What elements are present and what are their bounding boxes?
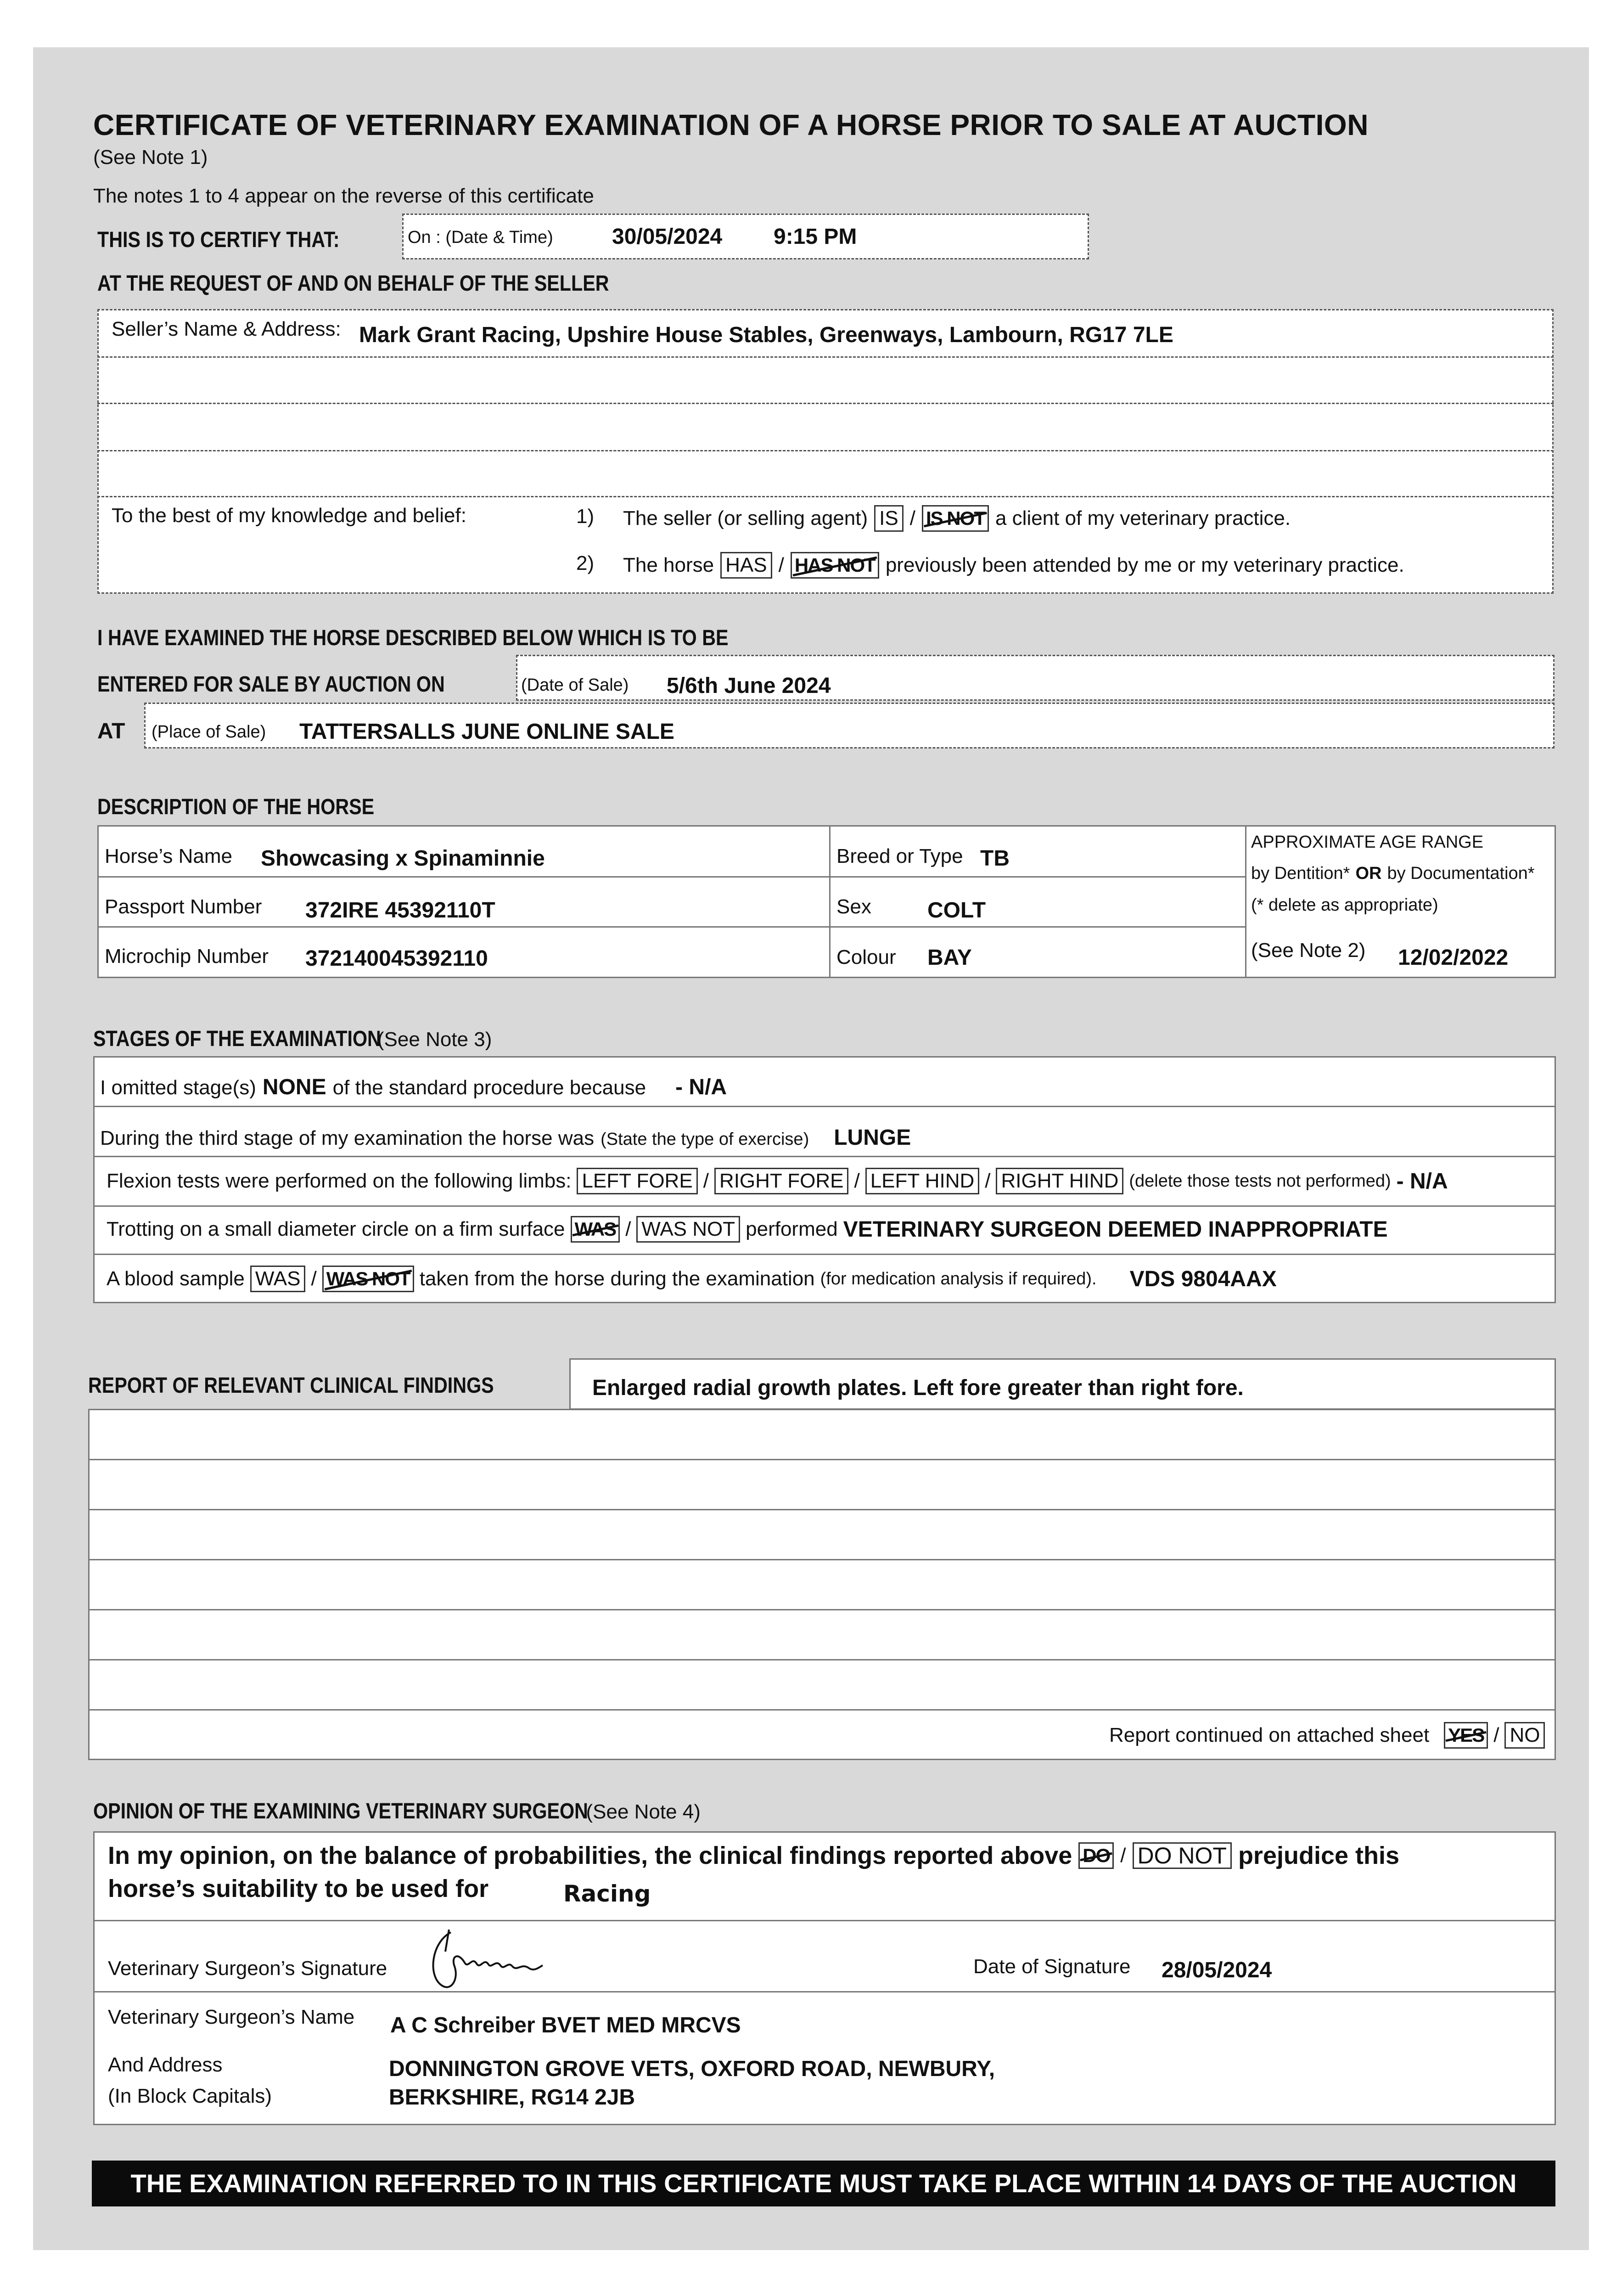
stages-see-note: (See Note 3)	[377, 1028, 492, 1051]
limb-left-hind[interactable]: LEFT HIND	[865, 1168, 980, 1194]
stage-omitted-row	[100, 1075, 727, 1100]
continued-label: Report continued on attached sheet	[1109, 1724, 1430, 1746]
stage-blood-row	[107, 1266, 1277, 1292]
flexion-sep-2: /	[854, 1170, 860, 1192]
third-stage-note: (State the type of exercise)	[601, 1130, 809, 1149]
blood-note: (for medication analysis if required).	[820, 1269, 1097, 1289]
flexion-label: Flexion tests were performed on the following limbs:	[107, 1170, 572, 1192]
stage-third-row	[100, 1125, 911, 1150]
see-note-1: (See Note 1)	[93, 146, 208, 169]
passport-label: Passport Number	[105, 895, 262, 918]
block-caps-label: (In Block Capitals)	[108, 2085, 272, 2107]
third-stage-label: During the third stage of my examination the horse was	[100, 1127, 595, 1149]
at-label: AT	[97, 719, 125, 743]
option-has[interactable]: HAS	[720, 552, 772, 579]
option-has-not[interactable]: HAS NOT	[791, 552, 879, 579]
blood-option-was-not[interactable]: WAS NOT	[322, 1266, 414, 1292]
omitted-value[interactable]: NONE	[262, 1075, 326, 1099]
opinion-text-pre: In my opinion, on the balance of probabilities, the clinical findings reported above	[108, 1842, 1072, 1869]
belief-item2-post: previously been attended by me or my veterinary practice.	[885, 554, 1404, 576]
exam-date: 30/05/2024	[612, 225, 723, 249]
vet-address-line2[interactable]: BERKSHIRE, RG14 2JB	[389, 2085, 635, 2110]
limb-right-hind[interactable]: RIGHT HIND	[996, 1168, 1123, 1194]
sale-place-value: TATTERSALLS JUNE ONLINE SALE	[299, 720, 674, 744]
signature-image[interactable]	[422, 1924, 546, 1993]
colour-label: Colour	[836, 946, 896, 968]
stage-flexion-row	[107, 1168, 1448, 1194]
age-title: APPROXIMATE AGE RANGE	[1251, 833, 1484, 852]
notes-text: The notes 1 to 4 appear on the reverse of this certificate	[93, 185, 594, 207]
trot-value[interactable]: VETERINARY SURGEON DEEMED INAPPROPRIATE	[843, 1217, 1388, 1242]
report-lines[interactable]	[88, 1409, 1556, 1760]
breed-value[interactable]: TB	[980, 846, 1010, 871]
opinion-header	[93, 1799, 701, 1824]
breed-label: Breed or Type	[836, 845, 963, 867]
sex-label: Sex	[836, 895, 871, 918]
flexion-note: (delete those tests not performed)	[1129, 1171, 1391, 1191]
omitted-reason[interactable]: - N/A	[675, 1075, 727, 1099]
signature-label: Veterinary Surgeon’s Signature	[108, 1957, 387, 1980]
date-time-label: On : (Date & Time)	[408, 228, 553, 247]
report-continued	[1109, 1722, 1545, 1749]
belief-item2	[623, 552, 1404, 579]
stages-section-title: STAGES OF THE EXAMINATION	[93, 1027, 381, 1051]
trot-option-was[interactable]: WAS	[571, 1216, 620, 1243]
certify-label: THIS IS TO CERTIFY THAT:	[97, 228, 340, 252]
option-is[interactable]: IS	[874, 505, 904, 532]
age-method	[1251, 864, 1535, 884]
vet-address-label: And Address	[108, 2054, 223, 2076]
exam-time: 9:15 PM	[774, 225, 857, 249]
age-or: OR	[1355, 864, 1382, 883]
continued-yes[interactable]: YES	[1444, 1722, 1488, 1749]
footer-banner: THE EXAMINATION REFERRED TO IN THIS CERTIFICATE MUST TAKE PLACE WITHIN 14 DAYS OF THE AUCTION	[92, 2161, 1555, 2206]
sale-date-label: (Date of Sale)	[521, 675, 629, 695]
belief-label: To the best of my knowledge and belief:	[112, 504, 466, 527]
opinion-use-value[interactable]: Racing	[563, 1880, 651, 1907]
belief-item1-pre: The seller (or selling agent)	[623, 507, 868, 529]
blood-value[interactable]: VDS 9804AAX	[1129, 1266, 1277, 1291]
age-value[interactable]: 12/02/2022	[1398, 945, 1509, 970]
stages-header	[93, 1026, 492, 1052]
passport-value[interactable]: 372IRE 45392110T	[305, 898, 495, 923]
vet-address-line1[interactable]: DONNINGTON GROVE VETS, OXFORD ROAD, NEWBURY,	[389, 2057, 995, 2081]
sale-date-value: 5/6th June 2024	[667, 674, 831, 698]
opinion-option-do[interactable]: DO	[1078, 1842, 1114, 1869]
date-sig-label: Date of Signature	[973, 1955, 1131, 1978]
third-stage-value[interactable]: LUNGE	[834, 1125, 911, 1150]
age-see-note: (See Note 2)	[1251, 939, 1366, 962]
continued-sep: /	[1493, 1724, 1499, 1746]
blood-post: taken from the horse during the examination	[419, 1267, 815, 1290]
trot-post: performed	[746, 1218, 838, 1240]
omitted-pre: I omitted stage(s)	[100, 1076, 256, 1099]
blood-pre: A blood sample	[107, 1267, 245, 1290]
trot-sep: /	[625, 1218, 631, 1240]
omitted-mid: of the standard procedure because	[332, 1076, 646, 1099]
flexion-value[interactable]: - N/A	[1396, 1169, 1448, 1193]
belief-item1-sep: /	[909, 507, 915, 529]
seller-box	[97, 309, 1554, 594]
report-section-title: REPORT OF RELEVANT CLINICAL FINDINGS	[88, 1373, 494, 1398]
continued-no[interactable]: NO	[1504, 1722, 1545, 1749]
flexion-sep-1: /	[703, 1170, 709, 1192]
belief-item1-post: a client of my veterinary practice.	[995, 507, 1291, 529]
sex-value[interactable]: COLT	[927, 898, 986, 923]
age-delete-note: (* delete as appropriate)	[1251, 895, 1438, 915]
examined-label: I HAVE EXAMINED THE HORSE DESCRIBED BELOW WHICH IS TO BE	[97, 626, 729, 650]
opinion-see-note: (See Note 4)	[586, 1801, 701, 1823]
opinion-text-post: prejudice this	[1238, 1842, 1400, 1869]
horse-section-title: DESCRIPTION OF THE HORSE	[97, 795, 375, 819]
report-finding: Enlarged radial growth plates. Left fore greater than right fore.	[592, 1376, 1244, 1400]
age-documentation[interactable]: by Documentation*	[1387, 864, 1535, 883]
vet-name-label: Veterinary Surgeon’s Name	[108, 2006, 355, 2028]
belief-item2-num: 2)	[576, 552, 595, 574]
limb-right-fore[interactable]: RIGHT FORE	[714, 1168, 849, 1194]
belief-item2-sep: /	[778, 554, 784, 576]
opinion-line2: horse’s suitability to be used for	[108, 1875, 489, 1902]
date-sig-value[interactable]: 28/05/2024	[1162, 1958, 1272, 1982]
stage-trot-row	[107, 1216, 1388, 1243]
request-label: AT THE REQUEST OF AND ON BEHALF OF THE SELLER	[97, 271, 609, 296]
blood-sep: /	[311, 1267, 317, 1290]
certificate-title: CERTIFICATE OF VETERINARY EXAMINATION OF A HORSE PRIOR TO SALE AT AUCTION	[93, 108, 1369, 141]
seller-value[interactable]: Mark Grant Racing, Upshire House Stables, Greenways, Lambourn, RG17 7LE	[359, 323, 1173, 347]
belief-item2-pre: The horse	[623, 554, 714, 576]
opinion-section-title: OPINION OF THE EXAMINING VETERINARY SURGEON	[93, 1799, 588, 1823]
age-dentition[interactable]: by Dentition*	[1251, 864, 1350, 883]
opinion-option-do-not[interactable]: DO NOT	[1133, 1842, 1232, 1869]
microchip-value[interactable]: 372140045392110	[305, 946, 488, 971]
opinion-sep: /	[1120, 1844, 1126, 1867]
horse-name-value[interactable]: Showcasing x Spinaminnie	[261, 846, 545, 871]
seller-label: Seller’s Name & Address:	[112, 318, 341, 340]
microchip-label: Microchip Number	[105, 945, 269, 968]
belief-item1	[623, 505, 1291, 532]
blood-option-was[interactable]: WAS	[250, 1266, 306, 1292]
horse-name-label: Horse’s Name	[105, 845, 232, 867]
colour-value[interactable]: BAY	[927, 945, 972, 970]
flexion-sep-3: /	[985, 1170, 991, 1192]
entered-label: ENTERED FOR SALE BY AUCTION ON	[97, 672, 445, 697]
vet-name-value[interactable]: A C Schreiber BVET MED MRCVS	[390, 2013, 741, 2037]
limb-left-fore[interactable]: LEFT FORE	[577, 1168, 697, 1194]
option-is-not[interactable]: IS NOT	[922, 505, 989, 532]
trot-label: Trotting on a small diameter circle on a firm surface	[107, 1218, 565, 1240]
belief-item1-num: 1)	[576, 505, 595, 528]
trot-option-was-not[interactable]: WAS NOT	[636, 1216, 740, 1243]
opinion-line1	[108, 1841, 1399, 1870]
sale-place-label: (Place of Sale)	[152, 722, 266, 742]
